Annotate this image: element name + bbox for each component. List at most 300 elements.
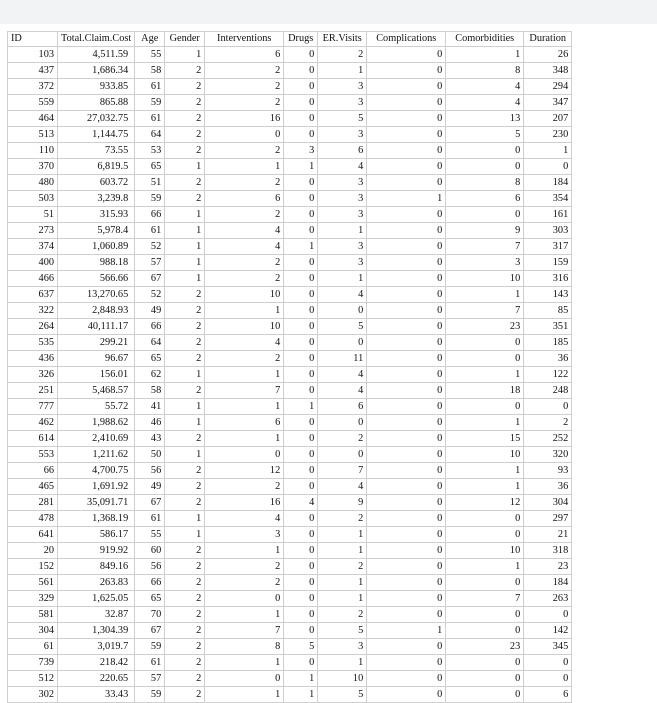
table-cell: 51	[8, 207, 58, 223]
table-cell: 0	[367, 143, 446, 159]
table-cell: 0	[446, 159, 524, 175]
table-cell: 0	[367, 207, 446, 223]
table-cell: 0	[367, 127, 446, 143]
table-cell: 2	[165, 591, 205, 607]
table-header-row	[8, 32, 572, 47]
table-cell: 0	[367, 95, 446, 111]
table-row	[8, 111, 572, 127]
table-cell: 0	[284, 287, 318, 303]
table-cell: 0	[284, 95, 318, 111]
table-cell: 7	[318, 463, 367, 479]
table-cell: 6	[446, 191, 524, 207]
table-cell: 464	[8, 111, 58, 127]
table-cell: 614	[8, 431, 58, 447]
table-cell: 4	[205, 223, 284, 239]
table-cell: 122	[524, 367, 572, 383]
table-cell: 96.67	[58, 351, 135, 367]
table-cell: 0	[367, 319, 446, 335]
table-cell: 462	[8, 415, 58, 431]
table-cell: 1	[284, 687, 318, 703]
table-cell: 58	[135, 63, 165, 79]
claims-data-table	[7, 31, 572, 703]
table-cell: 2,848.93	[58, 303, 135, 319]
table-cell: 304	[8, 623, 58, 639]
table-cell: 56	[135, 559, 165, 575]
table-cell: 304	[524, 495, 572, 511]
table-cell: 1	[446, 415, 524, 431]
table-cell: 1	[165, 527, 205, 543]
table-cell: 6	[524, 687, 572, 703]
table-cell: 0	[524, 655, 572, 671]
column-header-id: ID	[8, 32, 58, 47]
table-cell: 0	[284, 447, 318, 463]
table-row	[8, 255, 572, 271]
table-cell: 0	[446, 143, 524, 159]
table-cell: 0	[446, 671, 524, 687]
table-cell: 8	[205, 639, 284, 655]
table-cell: 637	[8, 287, 58, 303]
table-cell: 16	[205, 495, 284, 511]
table-cell: 5	[446, 127, 524, 143]
table-cell: 374	[8, 239, 58, 255]
table-cell: 6	[205, 47, 284, 63]
table-cell: 18	[446, 383, 524, 399]
table-cell: 4,700.75	[58, 463, 135, 479]
table-cell: 6	[318, 143, 367, 159]
table-cell: 1	[165, 511, 205, 527]
table-cell: 61	[8, 639, 58, 655]
table-cell: 3	[205, 527, 284, 543]
table-cell: 1	[165, 239, 205, 255]
table-cell: 66	[135, 319, 165, 335]
table-cell: 1	[318, 223, 367, 239]
table-cell: 0	[284, 575, 318, 591]
column-header-drugs: Drugs	[284, 32, 318, 47]
table-cell: 251	[8, 383, 58, 399]
table-cell: 1	[165, 47, 205, 63]
table-cell: 0	[284, 335, 318, 351]
table-cell: 1	[318, 655, 367, 671]
table-cell: 7	[205, 623, 284, 639]
table-cell: 13	[446, 111, 524, 127]
table-cell: 1	[446, 479, 524, 495]
table-row	[8, 239, 572, 255]
table-cell: 0	[367, 79, 446, 95]
table-cell: 51	[135, 175, 165, 191]
table-cell: 2	[205, 207, 284, 223]
table-cell: 4	[446, 95, 524, 111]
table-cell: 0	[367, 175, 446, 191]
table-cell: 7	[446, 303, 524, 319]
table-cell: 263.83	[58, 575, 135, 591]
table-cell: 933.85	[58, 79, 135, 95]
table-cell: 59	[135, 687, 165, 703]
table-cell: 21	[524, 527, 572, 543]
table-cell: 0	[318, 447, 367, 463]
table-cell: 9	[318, 495, 367, 511]
table-cell: 2	[165, 495, 205, 511]
table-cell: 10	[446, 543, 524, 559]
table-cell: 0	[446, 655, 524, 671]
table-cell: 12	[205, 463, 284, 479]
table-cell: 4	[318, 159, 367, 175]
table-cell: 0	[284, 63, 318, 79]
table-cell: 20	[8, 543, 58, 559]
column-header-duration: Duration	[524, 32, 572, 47]
table-cell: 2	[318, 607, 367, 623]
table-row	[8, 287, 572, 303]
table-cell: 56	[135, 463, 165, 479]
table-cell: 1	[318, 591, 367, 607]
table-cell: 65	[135, 591, 165, 607]
table-cell: 2	[318, 431, 367, 447]
column-header-er-visits: ER.Visits	[318, 32, 367, 47]
table-cell: 220.65	[58, 671, 135, 687]
table-row	[8, 591, 572, 607]
table-cell: 0	[284, 207, 318, 223]
table-cell: 4	[446, 79, 524, 95]
table-cell: 345	[524, 639, 572, 655]
table-cell: 0	[524, 159, 572, 175]
table-cell: 1	[284, 239, 318, 255]
table-cell: 0	[446, 607, 524, 623]
table-cell: 3	[318, 639, 367, 655]
table-cell: 466	[8, 271, 58, 287]
table-cell: 0	[367, 495, 446, 511]
table-cell: 347	[524, 95, 572, 111]
table-row	[8, 303, 572, 319]
table-cell: 9	[446, 223, 524, 239]
table-cell: 0	[446, 527, 524, 543]
table-cell: 0	[446, 575, 524, 591]
table-cell: 6	[205, 191, 284, 207]
table-cell: 11	[318, 351, 367, 367]
table-cell: 2	[165, 559, 205, 575]
table-row	[8, 527, 572, 543]
table-cell: 2	[205, 479, 284, 495]
table-cell: 2	[165, 431, 205, 447]
table-cell: 49	[135, 479, 165, 495]
table-cell: 0	[367, 63, 446, 79]
table-cell: 184	[524, 575, 572, 591]
table-cell: 354	[524, 191, 572, 207]
table-cell: 436	[8, 351, 58, 367]
table-cell: 2	[205, 95, 284, 111]
table-cell: 0	[367, 655, 446, 671]
table-cell: 65	[135, 351, 165, 367]
table-cell: 143	[524, 287, 572, 303]
table-cell: 512	[8, 671, 58, 687]
table-cell: 1	[165, 207, 205, 223]
table-cell: 55	[135, 527, 165, 543]
table-cell: 0	[367, 367, 446, 383]
table-cell: 1,211.62	[58, 447, 135, 463]
table-cell: 0	[284, 511, 318, 527]
table-cell: 2	[165, 607, 205, 623]
table-cell: 503	[8, 191, 58, 207]
table-cell: 0	[367, 271, 446, 287]
table-cell: 297	[524, 511, 572, 527]
table-cell: 0	[367, 223, 446, 239]
table-cell: 0	[284, 559, 318, 575]
table-cell: 64	[135, 127, 165, 143]
table-cell: 10	[205, 319, 284, 335]
table-cell: 988.18	[58, 255, 135, 271]
table-cell: 13,270.65	[58, 287, 135, 303]
table-cell: 3	[318, 175, 367, 191]
data-table-container	[7, 31, 572, 703]
table-cell: 159	[524, 255, 572, 271]
table-cell: 2	[205, 63, 284, 79]
table-cell: 50	[135, 447, 165, 463]
table-cell: 1	[165, 159, 205, 175]
table-cell: 1	[165, 367, 205, 383]
table-cell: 7	[446, 239, 524, 255]
table-cell: 478	[8, 511, 58, 527]
table-cell: 0	[367, 671, 446, 687]
table-cell: 919.92	[58, 543, 135, 559]
table-cell: 281	[8, 495, 58, 511]
table-cell: 93	[524, 463, 572, 479]
table-cell: 0	[284, 527, 318, 543]
table-cell: 1	[284, 399, 318, 415]
table-cell: 0	[284, 479, 318, 495]
table-row	[8, 63, 572, 79]
table-cell: 315.93	[58, 207, 135, 223]
table-cell: 0	[367, 591, 446, 607]
table-cell: 0	[284, 191, 318, 207]
table-cell: 4	[318, 383, 367, 399]
table-cell: 32.87	[58, 607, 135, 623]
table-cell: 1	[318, 63, 367, 79]
table-cell: 318	[524, 543, 572, 559]
table-cell: 480	[8, 175, 58, 191]
table-cell: 16	[205, 111, 284, 127]
table-cell: 3	[318, 127, 367, 143]
table-cell: 7	[205, 383, 284, 399]
table-cell: 1	[165, 255, 205, 271]
table-cell: 1	[367, 191, 446, 207]
table-cell: 40,111.17	[58, 319, 135, 335]
table-cell: 294	[524, 79, 572, 95]
table-cell: 207	[524, 111, 572, 127]
table-cell: 0	[367, 527, 446, 543]
table-cell: 1	[446, 463, 524, 479]
table-cell: 2	[165, 95, 205, 111]
table-row	[8, 575, 572, 591]
table-row	[8, 447, 572, 463]
table-cell: 0	[284, 431, 318, 447]
table-cell: 5	[318, 319, 367, 335]
table-cell: 1,368.19	[58, 511, 135, 527]
table-cell: 2	[165, 127, 205, 143]
table-cell: 299.21	[58, 335, 135, 351]
table-cell: 0	[284, 175, 318, 191]
table-row	[8, 639, 572, 655]
table-cell: 322	[8, 303, 58, 319]
table-cell: 2	[165, 287, 205, 303]
table-cell: 0	[367, 431, 446, 447]
table-cell: 0	[524, 671, 572, 687]
table-cell: 303	[524, 223, 572, 239]
table-cell: 2	[205, 79, 284, 95]
table-cell: 0	[367, 543, 446, 559]
table-cell: 0	[284, 303, 318, 319]
table-cell: 66	[135, 575, 165, 591]
table-cell: 0	[284, 543, 318, 559]
table-cell: 2	[318, 559, 367, 575]
table-cell: 57	[135, 255, 165, 271]
table-cell: 561	[8, 575, 58, 591]
table-cell: 23	[446, 319, 524, 335]
table-cell: 2	[318, 511, 367, 527]
table-cell: 67	[135, 271, 165, 287]
table-cell: 1	[205, 399, 284, 415]
table-cell: 2	[165, 143, 205, 159]
table-cell: 0	[446, 335, 524, 351]
table-cell: 0	[284, 79, 318, 95]
table-cell: 65	[135, 159, 165, 175]
table-cell: 326	[8, 367, 58, 383]
table-cell: 0	[318, 415, 367, 431]
table-row	[8, 415, 572, 431]
table-cell: 0	[284, 623, 318, 639]
top-toolbar-strip	[0, 0, 657, 24]
table-cell: 26	[524, 47, 572, 63]
table-cell: 0	[367, 351, 446, 367]
table-cell: 27,032.75	[58, 111, 135, 127]
table-cell: 0	[205, 127, 284, 143]
table-cell: 273	[8, 223, 58, 239]
table-cell: 465	[8, 479, 58, 495]
table-cell: 1,625.05	[58, 591, 135, 607]
table-cell: 0	[284, 319, 318, 335]
table-cell: 1	[165, 415, 205, 431]
table-cell: 535	[8, 335, 58, 351]
table-cell: 1	[205, 367, 284, 383]
table-cell: 5	[318, 111, 367, 127]
table-cell: 2	[165, 383, 205, 399]
table-cell: 2	[165, 687, 205, 703]
table-cell: 2	[165, 479, 205, 495]
table-cell: 3	[318, 191, 367, 207]
table-cell: 2	[205, 575, 284, 591]
table-cell: 36	[524, 351, 572, 367]
table-cell: 1	[318, 575, 367, 591]
table-cell: 2	[165, 319, 205, 335]
table-cell: 348	[524, 63, 572, 79]
table-cell: 2	[165, 623, 205, 639]
table-cell: 302	[8, 687, 58, 703]
table-cell: 218.42	[58, 655, 135, 671]
table-cell: 1,691.92	[58, 479, 135, 495]
table-cell: 0	[284, 383, 318, 399]
table-row	[8, 543, 572, 559]
table-cell: 4	[318, 367, 367, 383]
table-cell: 317	[524, 239, 572, 255]
table-cell: 1	[205, 159, 284, 175]
table-cell: 6	[318, 399, 367, 415]
table-cell: 60	[135, 543, 165, 559]
table-cell: 566.66	[58, 271, 135, 287]
table-cell: 0	[446, 351, 524, 367]
table-cell: 1	[446, 47, 524, 63]
table-cell: 2	[165, 303, 205, 319]
table-cell: 0	[284, 351, 318, 367]
table-cell: 581	[8, 607, 58, 623]
table-cell: 0	[367, 255, 446, 271]
table-body	[8, 47, 572, 703]
table-cell: 320	[524, 447, 572, 463]
table-cell: 8	[446, 63, 524, 79]
table-cell: 156.01	[58, 367, 135, 383]
table-cell: 739	[8, 655, 58, 671]
table-cell: 230	[524, 127, 572, 143]
table-cell: 437	[8, 63, 58, 79]
table-cell: 8	[446, 175, 524, 191]
table-cell: 849.16	[58, 559, 135, 575]
table-cell: 1	[284, 159, 318, 175]
table-cell: 351	[524, 319, 572, 335]
table-cell: 865.88	[58, 95, 135, 111]
table-cell: 185	[524, 335, 572, 351]
table-cell: 5	[284, 639, 318, 655]
table-row	[8, 495, 572, 511]
table-cell: 0	[284, 255, 318, 271]
table-cell: 2	[205, 143, 284, 159]
table-cell: 5	[318, 623, 367, 639]
table-cell: 3	[318, 207, 367, 223]
table-row	[8, 143, 572, 159]
table-cell: 2	[165, 543, 205, 559]
table-cell: 0	[284, 47, 318, 63]
column-header-comorbidities: Comorbidities	[446, 32, 524, 47]
table-cell: 1	[318, 271, 367, 287]
table-cell: 1	[446, 367, 524, 383]
table-cell: 641	[8, 527, 58, 543]
table-cell: 12	[446, 495, 524, 511]
table-cell: 1	[165, 271, 205, 287]
table-cell: 61	[135, 79, 165, 95]
table-row	[8, 687, 572, 703]
table-cell: 1	[446, 287, 524, 303]
table-cell: 36	[524, 479, 572, 495]
table-cell: 1	[205, 655, 284, 671]
table-cell: 0	[367, 415, 446, 431]
table-cell: 62	[135, 367, 165, 383]
table-cell: 0	[284, 591, 318, 607]
table-cell: 0	[284, 111, 318, 127]
table-cell: 161	[524, 207, 572, 223]
table-cell: 4	[318, 287, 367, 303]
table-cell: 57	[135, 671, 165, 687]
table-cell: 1,304.39	[58, 623, 135, 639]
table-cell: 0	[367, 607, 446, 623]
table-cell: 0	[318, 335, 367, 351]
table-cell: 4	[205, 335, 284, 351]
table-row	[8, 207, 572, 223]
table-cell: 0	[284, 271, 318, 287]
table-cell: 4	[205, 511, 284, 527]
table-cell: 2,410.69	[58, 431, 135, 447]
table-cell: 46	[135, 415, 165, 431]
table-cell: 2	[165, 335, 205, 351]
table-cell: 103	[8, 47, 58, 63]
table-row	[8, 431, 572, 447]
table-cell: 0	[284, 463, 318, 479]
table-cell: 2	[205, 255, 284, 271]
table-cell: 2	[205, 175, 284, 191]
